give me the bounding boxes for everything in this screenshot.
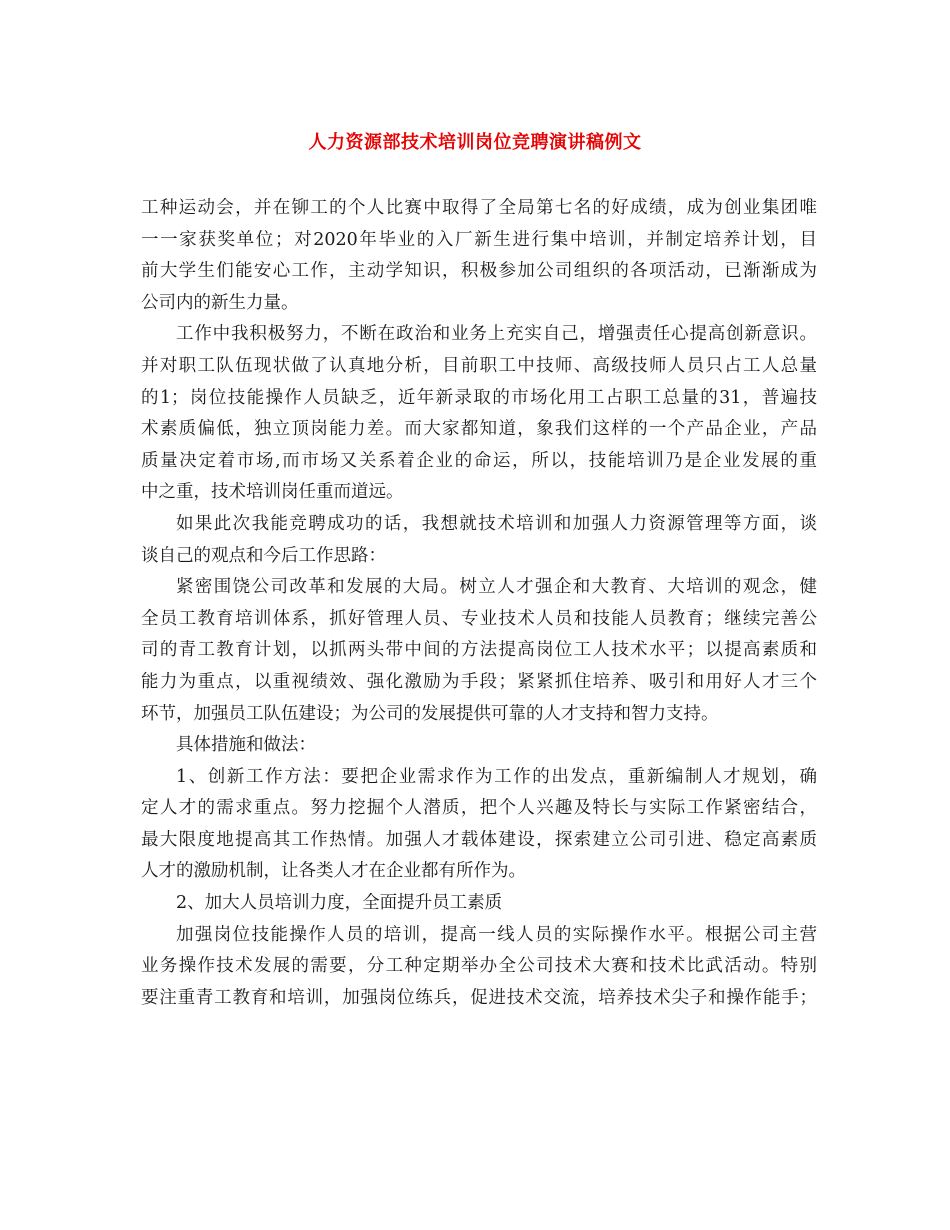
text-line: 2、加大人员培训力度，全面提升员工素质	[176, 893, 503, 914]
text-line: 业务操作技术发展的需要，分工种定期举办全公司技术大赛和技术比武活动。特别	[141, 956, 817, 977]
text-line: 人才的激励机制，让各类人才在企业都有所作为。	[141, 861, 526, 882]
text-line: 质量决定着市场,而市场又关系着企业的命运，所以，技能培训乃是企业发展的重	[141, 450, 817, 471]
text-line: 中之重，技术培训岗任重而道远。	[141, 482, 404, 503]
text-line: 环节，加强员工队伍建设；为公司的发展提供可靠的人才支持和智力支持。	[141, 703, 719, 724]
text-line: 谈自己的观点和今后工作思路：	[141, 545, 386, 566]
text-line: 公司内的新生力量。	[141, 292, 299, 313]
text-line: 紧密围饶公司改革和发展的大局。树立人才强企和大教育、大培训的观念，健	[176, 577, 817, 598]
document-title: 人力资源部技术培训岗位竞聘演讲稿例文	[308, 132, 642, 153]
text-line: 工种运动会，并在铆工的个人比赛中取得了全局第七名的好成绩，成为创业集团唯	[141, 198, 817, 218]
text-line: 前大学生们能安心工作，主动学知识，积极参加公司组织的各项活动，已渐渐成为	[141, 261, 817, 282]
text-line: 一一家获奖单位；对2020年毕业的入厂新生进行集中培训，并制定培养计划，目	[141, 229, 817, 250]
text-line: 定人才的需求重点。努力挖掘个人潜质，把个人兴趣及特长与实际工作紧密结合，	[141, 798, 817, 819]
text-line: 能力为重点，以重视绩效、强化激励为手段；紧紧抓住培养、吸引和用好人才三个	[141, 671, 817, 692]
text-line: 的1；岗位技能操作人员缺乏，近年新录取的市场化用工占职工总量的31，普遍技	[141, 387, 817, 408]
text-line: 具体措施和做法：	[176, 735, 316, 756]
text-line: 工作中我积极努力，不断在政治和业务上充实自己，增强责任心提高创新意识。	[176, 324, 817, 345]
text-line: 加强岗位技能操作人员的培训，提高一线人员的实际操作水平。根据公司主营	[176, 924, 817, 945]
document-body	[141, 193, 817, 1014]
text-line: 全员工教育培训体系，抓好管理人员、专业技术人员和技能人员教育；继续完善公	[141, 608, 817, 629]
text-line: 最大限度地提高其工作热情。加强人才载体建设，探索建立公司引进、稳定高素质	[141, 829, 817, 850]
text-line: 如果此次我能竞聘成功的话，我想就技术培训和加强人力资源管理等方面，谈	[176, 513, 817, 534]
text-line: 术素质偏低，独立顶岗能力差。而大家都知道，象我们这样的一个产品企业，产品	[141, 419, 817, 440]
text-line: 1、创新工作方法：要把企业需求作为工作的出发点，重新编制人才规划，确	[176, 766, 817, 787]
text-line: 要注重青工教育和培训，加强岗位练兵，促进技术交流，培养技术尖子和操作能手；	[141, 987, 817, 1008]
text-line: 并对职工队伍现状做了认真地分析，目前职工中技师、高级技师人员只占工人总量	[141, 355, 817, 376]
text-line: 司的青工教育计划，以抓两头带中间的方法提高岗位工人技术水平；以提高素质和	[141, 640, 817, 661]
